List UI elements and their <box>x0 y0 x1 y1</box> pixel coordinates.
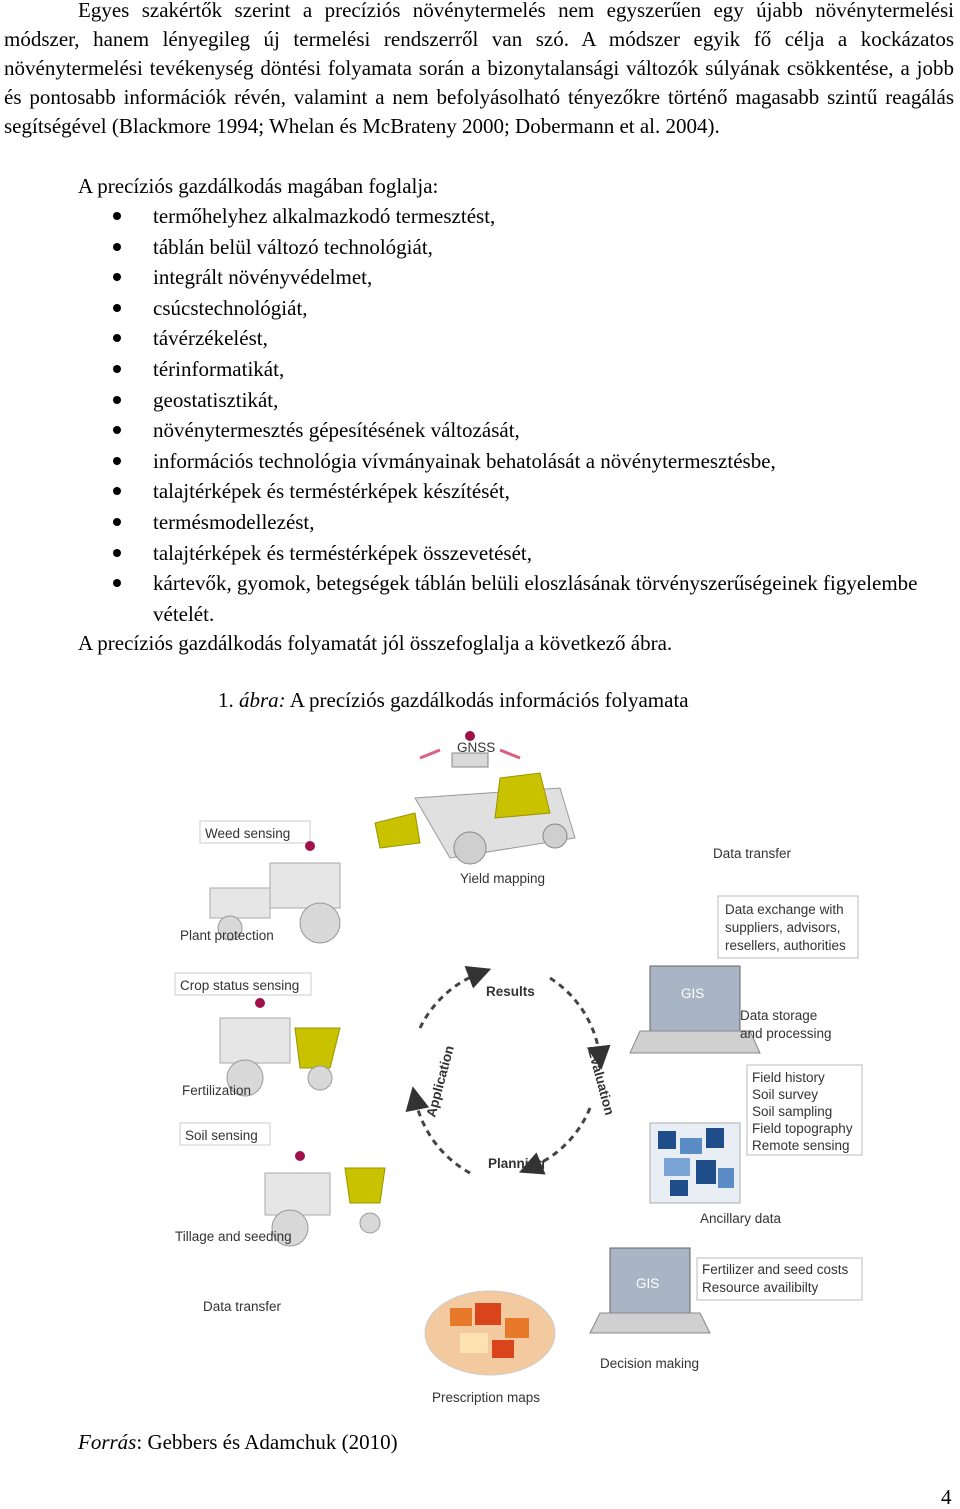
closing-sentence: A precíziós gazdálkodás folyamatát jól összefoglalja a következő ábra. <box>78 631 673 655</box>
list-item: talajtérképek és terméstérképek összevetését, <box>110 538 956 569</box>
field-info-line: Soil sampling <box>752 1104 833 1119</box>
source-text: : Gebbers és Adamchuk (2010) <box>136 1430 398 1454</box>
list-item: információs technológia vívmányainak behatolását a növénytermesztésbe, <box>110 446 956 477</box>
ancillary-data-label: Ancillary data <box>700 1211 782 1226</box>
costs-line: Resource availibilty <box>702 1280 819 1295</box>
list-item: növénytermesztés gépesítésének változását, <box>110 415 956 446</box>
data-exchange-line: Data exchange with <box>725 902 844 917</box>
figure-source <box>78 1428 398 1456</box>
data-storage-line: Data storage <box>740 1008 818 1023</box>
tillage-seeding-label: Tillage and seeding <box>175 1229 292 1244</box>
field-info-line: Soil survey <box>752 1087 819 1102</box>
source-label: Forrás <box>78 1430 137 1454</box>
combine-harvester-icon <box>375 773 575 864</box>
list-item: integrált növényvédelmet, <box>110 262 956 293</box>
list-item: táblán belül változó technológiát, <box>110 232 956 263</box>
page-number: 4 <box>941 1485 952 1509</box>
field-info-line: Field history <box>752 1070 825 1085</box>
data-exchange-box <box>718 896 858 958</box>
data-transfer-top-label: Data transfer <box>713 846 792 861</box>
crop-status-sensing-label: Crop status sensing <box>180 978 300 993</box>
yield-mapping-label: Yield mapping <box>460 871 546 886</box>
evaluation-label: Evaluation <box>585 1046 618 1117</box>
gis-top-label: GIS <box>681 986 705 1001</box>
caption-number: 1. <box>218 688 234 712</box>
data-exchange-line: resellers, authorities <box>725 938 846 953</box>
decision-making-label: Decision making <box>600 1356 700 1371</box>
ancillary-data-map-icon <box>650 1123 740 1203</box>
precision-farming-diagram <box>170 728 870 1418</box>
list-item: termőhelyhez alkalmazkodó termesztést, <box>110 201 956 232</box>
data-exchange-line: suppliers, advisors, <box>725 920 841 935</box>
gis-bottom-label: GIS <box>636 1276 660 1291</box>
list-item: termésmodellezést, <box>110 507 956 538</box>
caption-label: ábra: <box>239 688 286 712</box>
list-item: csúcstechnológiát, <box>110 293 956 324</box>
list-intro: A precíziós gazdálkodás magában foglalja: <box>78 174 439 198</box>
field-info-line: Remote sensing <box>752 1138 850 1153</box>
results-label: Results <box>486 984 535 999</box>
fertilization-label: Fertilization <box>182 1083 252 1098</box>
intro-paragraph: Egyes szakértők szerint a precíziós növénytermelés nem egyszerűen egy újabb növénytermelési módszer, hanem lényegileg új termelési rendszerről van szó. A módszer egyik fő célja a kockázatos növénytermelési tevékenység döntési folyamata során a bizonytalansági változók súlyának csökkentése, a jobb és pontosabb információk révén, valamint a nem befolyásolható tényezőkre történő magasabb szintű reagálás segítségével (Blackmore 1994; Whelan és McBrateny 2000; Dobermann et al. 2004). <box>4 0 954 138</box>
field-info-box <box>747 1065 862 1155</box>
field-info-line: Field topography <box>752 1121 853 1136</box>
data-transfer-bottom-label: Data transfer <box>203 1299 282 1314</box>
application-label: Application <box>423 1043 457 1119</box>
plant-protection-label: Plant protection <box>180 928 274 943</box>
costs-box <box>697 1258 862 1300</box>
figure-caption <box>218 686 689 714</box>
soil-sensing-label: Soil sensing <box>185 1128 258 1143</box>
list-item: talajtérképek és terméstérképek készítését, <box>110 476 956 507</box>
list-item: kártevők, gyomok, betegségek táblán belüli eloszlásának törvényszerűségeinek figyelembe vételét. <box>110 568 956 629</box>
bullet-list <box>110 201 956 629</box>
data-storage-line: and processing <box>740 1026 832 1041</box>
weed-sensing-label: Weed sensing <box>205 826 291 841</box>
gnss-label: GNSS <box>457 740 496 755</box>
list-item: távérzékelést, <box>110 323 956 354</box>
costs-line: Fertilizer and seed costs <box>702 1262 849 1277</box>
prescription-maps-label: Prescription maps <box>432 1390 541 1405</box>
list-item: térinformatikát, <box>110 354 956 385</box>
planning-label: Planning <box>488 1156 545 1171</box>
list-item: geostatisztikát, <box>110 385 956 416</box>
caption-text: A precíziós gazdálkodás információs folyamata <box>289 688 689 712</box>
tractor-fertilization-icon <box>220 998 340 1096</box>
prescription-map-icon <box>425 1291 555 1375</box>
